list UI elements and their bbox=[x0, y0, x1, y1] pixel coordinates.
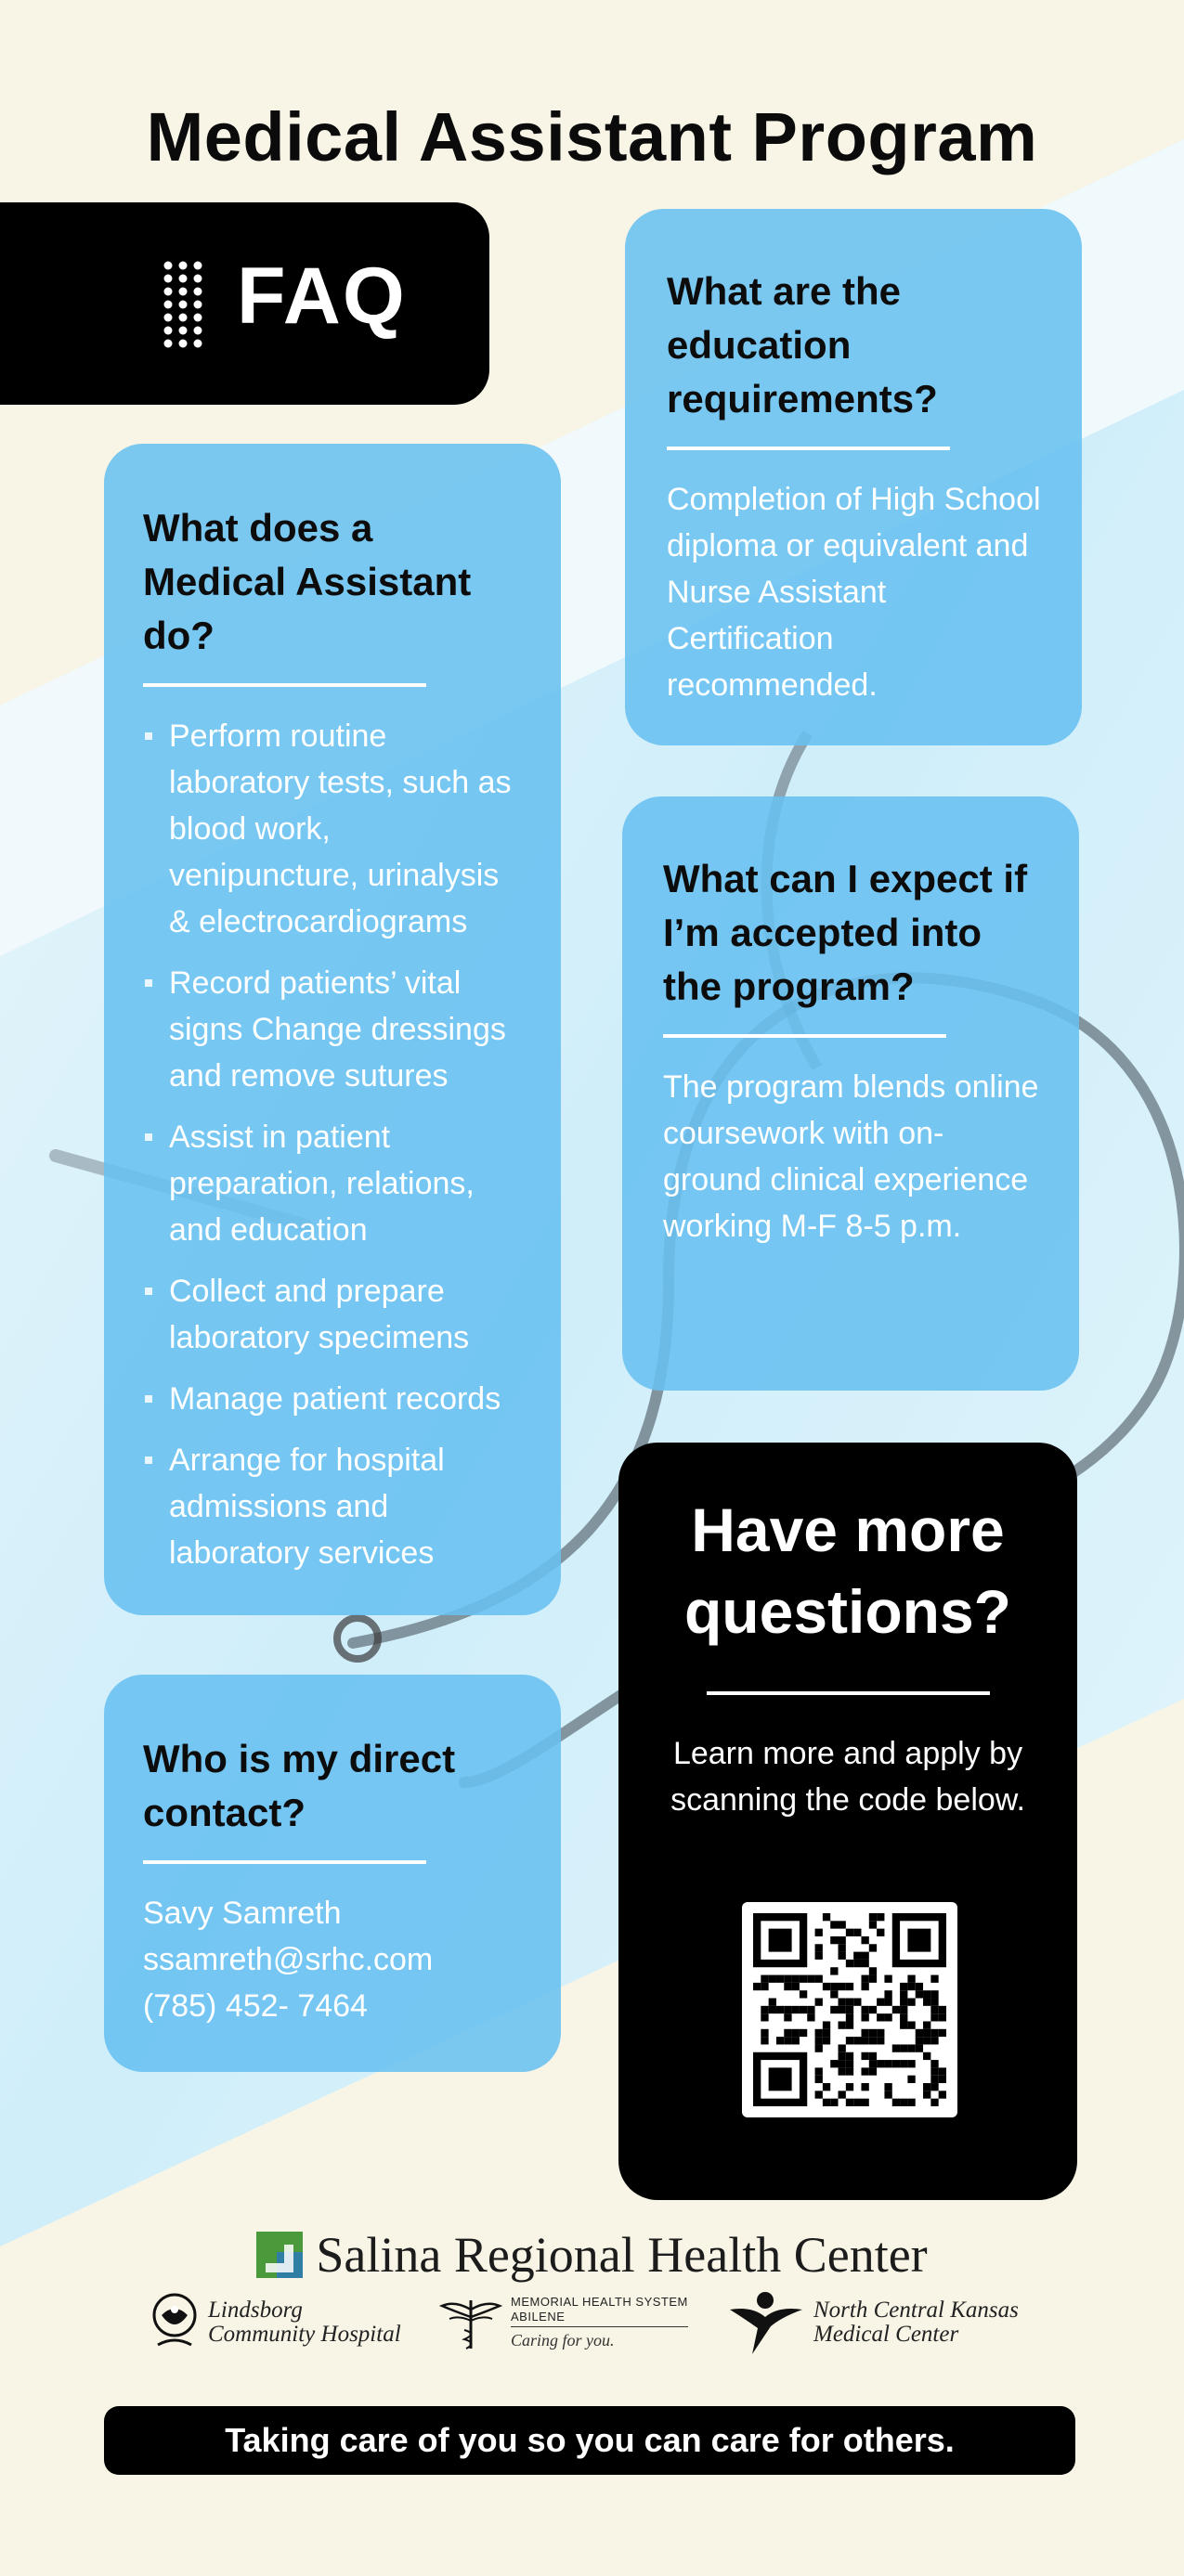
faq-card-duties bbox=[104, 444, 561, 1615]
cta-heading: Have more questions? bbox=[683, 1495, 1011, 1646]
contact-question: Who is my direct contact? bbox=[143, 1737, 456, 1834]
page-title: Medical Assistant Program bbox=[146, 98, 1038, 175]
contact-email[interactable]: ssamreth@srhc.com bbox=[143, 1942, 434, 1977]
memorial-logo-icon bbox=[438, 2293, 503, 2354]
dots-icon bbox=[163, 260, 203, 351]
nckmc-line2: Medical Center bbox=[813, 2322, 959, 2347]
duties-list bbox=[143, 713, 522, 1576]
main-logo-text: Salina Regional Health Center bbox=[316, 2227, 928, 2283]
faq-banner bbox=[0, 202, 489, 405]
list-item: Record patients’ vital signs Change dressings and remove sutures bbox=[143, 960, 522, 1099]
memorial-health-logo bbox=[438, 2293, 688, 2354]
faq-label: FAQ bbox=[237, 252, 407, 341]
expect-question: What can I expect if I’m accepted into the program? bbox=[663, 857, 1028, 1008]
list-item: Perform routine laboratory tests, such as blood work, venipuncture, urinalysis & electrocardiograms bbox=[143, 713, 522, 945]
memorial-line2: ABILENE bbox=[511, 2310, 566, 2324]
contact-name: Savy Samreth bbox=[143, 1896, 342, 1931]
qr-code[interactable] bbox=[742, 1902, 957, 2117]
education-answer: Completion of High School diploma or equivalent and Nurse Assistant Certification recommended. bbox=[667, 482, 1041, 703]
list-item: Collect and prepare laboratory specimens bbox=[143, 1268, 522, 1361]
nckmc-logo bbox=[724, 2289, 1019, 2356]
divider bbox=[667, 447, 950, 450]
lindsborg-logo bbox=[149, 2289, 401, 2356]
divider bbox=[143, 1860, 426, 1864]
list-item: Assist in patient preparation, relations, and education bbox=[143, 1114, 522, 1253]
divider bbox=[707, 1691, 990, 1695]
srhc-logo-icon bbox=[256, 2232, 303, 2278]
memorial-tagline: Caring for you. bbox=[511, 2326, 688, 2352]
divider bbox=[663, 1034, 946, 1038]
memorial-line1: MEMORIAL HEALTH SYSTEM bbox=[511, 2295, 688, 2309]
divider bbox=[143, 683, 426, 687]
duties-question: What does a Medical Assistant do? bbox=[143, 506, 472, 657]
footer-tagline: Taking care of you so you can care for others. bbox=[104, 2406, 1075, 2475]
cta-panel bbox=[618, 1443, 1077, 2200]
nckmc-line1: North Central Kansas bbox=[813, 2298, 1019, 2323]
faq-card-expectations bbox=[622, 796, 1079, 1391]
qr-code-icon bbox=[753, 1913, 946, 2106]
education-question: What are the education requirements? bbox=[667, 269, 938, 421]
lindsborg-line1: Lindsborg bbox=[208, 2298, 303, 2323]
faq-card-education bbox=[625, 209, 1082, 745]
contact-phone[interactable]: (785) 452- 7464 bbox=[143, 1988, 368, 2024]
lindsborg-logo-icon bbox=[149, 2289, 201, 2356]
faq-card-contact bbox=[104, 1675, 561, 2072]
nckmc-logo-icon bbox=[724, 2289, 806, 2356]
lindsborg-line2: Community Hospital bbox=[208, 2322, 401, 2347]
cta-text: Learn more and apply by scanning the code below. bbox=[670, 1736, 1025, 1818]
salina-regional-logo bbox=[0, 2226, 1184, 2284]
expect-answer: The program blends online coursework with on-ground clinical experience working M-F 8-5 p.m. bbox=[663, 1069, 1039, 1244]
list-item: Arrange for hospital admissions and laboratory services bbox=[143, 1437, 522, 1576]
list-item: Manage patient records bbox=[143, 1376, 522, 1422]
